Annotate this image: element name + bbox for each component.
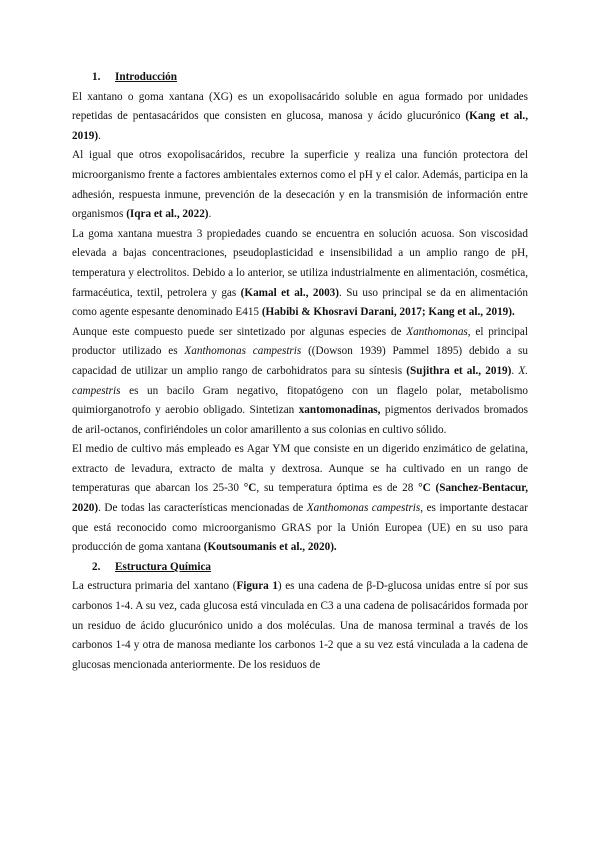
citation: (Habibi & Khosravi Darani, 2017; Kang et al., 2019).	[261, 306, 515, 319]
species-name: Xanthomonas	[406, 325, 468, 338]
paragraph-5	[72, 440, 528, 558]
text: ((Dowson 1939) Pammel 1895) debido a su capacidad de utilizar un amplio rango de carbohidratos para su síntesis	[72, 345, 528, 377]
species-name: Xanthomonas campestris	[184, 345, 302, 358]
text: ) es una cadena de β-D-glucosa unidas entre sí por sus carbonos 1-4. A su vez, cada glucosa está vinculada en C3 a una cadena de polisacáridos formada por un residuo de ácido glucurónico unido a dos moléculas. Una de manosa terminal a través de los carbonos 1-4 y otra de manosa mediante los carbonos 1-2 que a su vez está vinculada a la cadena de glucosas mencionada anteriormente. De los residuos de	[72, 580, 529, 671]
text: es un bacilo Gram negativo, fitopatógeno con un flagelo polar, metabolismo quimiorganotrofo y aerobio obligado. Sintetizan	[72, 384, 528, 417]
bold-term: xantomonadinas,	[298, 404, 381, 417]
paragraph-3	[72, 225, 528, 323]
text: Aunque este compuesto puede ser sintetizado por algunas especies de	[72, 325, 407, 338]
text: .	[511, 364, 519, 377]
section-title: Introducción	[115, 71, 177, 83]
section-heading-estructura-quimica	[72, 558, 528, 578]
citation: (Koutsoumanis et al., 2020).	[203, 541, 337, 554]
unit: °C	[418, 482, 431, 495]
text: , su temperatura óptima es de 28	[256, 482, 419, 495]
text: pigmentos derivados bromados de aril-octanos, confiriéndoles un color amarillento a sus colonias en cultivo sólido.	[72, 404, 528, 436]
text: .	[98, 129, 101, 142]
species-name: X. campestris	[72, 364, 529, 397]
section-title: Estructura Química	[115, 560, 212, 573]
text: La estructura primaria del xantano (	[72, 580, 237, 593]
section-number: 1.	[92, 71, 101, 83]
citation: (Sanchez-Bentacur, 2020)	[72, 482, 529, 515]
section-heading-introduccion	[72, 68, 528, 88]
paragraph-1	[72, 88, 528, 147]
citation: (Kang et al., 2019)	[72, 110, 529, 142]
text: El medio de cultivo más empleado es Agar YM que consiste en un digerido enzimático de gelatina, extracto de levadura, extracto de malta y dextrosa. Aunque se ha cultivado en un rango de temperaturas que abarcan los 25-30	[72, 443, 528, 495]
section-number: 2.	[92, 560, 101, 573]
text: . De todas las características mencionadas de	[98, 502, 307, 515]
citation: (Sujithra et al., 2019)	[406, 364, 512, 377]
text: , el principal productor utilizado es	[72, 325, 528, 358]
citation: (Kamal et al., 2003)	[240, 286, 339, 299]
unit: °C	[243, 482, 257, 495]
paragraph-6	[72, 577, 528, 675]
text: . Su uso principal se da en alimentación como agente espesante denominado E415	[72, 286, 528, 319]
text: El xantano o goma xantana (XG) es un exopolisacárido soluble en agua formado por unidades repetidas de pentasacáridos que consisten en glucosa, manosa y ácido glucurónico	[72, 90, 528, 123]
text: La goma xantana muestra 3 propiedades cuando se encuentra en solución acuosa. Son viscosidad elevada a bajas concentraciones, pseudoplasticidad e insensibilidad a un amplio rango de pH, temperatura y electrolitos. Debido a lo anterior, se utiliza industrialmente en alimentación, cosmética, farmacéutica, textil, petrolera y gas	[72, 227, 528, 299]
species-name: Xanthomonas campestris	[306, 502, 421, 515]
paragraph-2	[72, 146, 528, 224]
paragraph-4	[72, 323, 528, 441]
citation: (Iqra et al., 2022)	[126, 208, 209, 221]
text: , es importante destacar que está reconocido como microorganismo GRAS por la Unión Europea (UE) en su uso para producción de goma xantana	[72, 502, 528, 554]
text: .	[208, 208, 212, 221]
text: Al igual que otros exopolisacáridos, recubre la superficie y realiza una función protectora del microorganismo frente a factores ambientales externos como el pH y el calor. Además, participa en la adhesión, respuesta inmune, prevención de la desecación y en la transmisión de información entre organismos	[72, 149, 528, 221]
document-body	[72, 68, 528, 675]
figure-reference: Figura 1	[236, 580, 278, 593]
